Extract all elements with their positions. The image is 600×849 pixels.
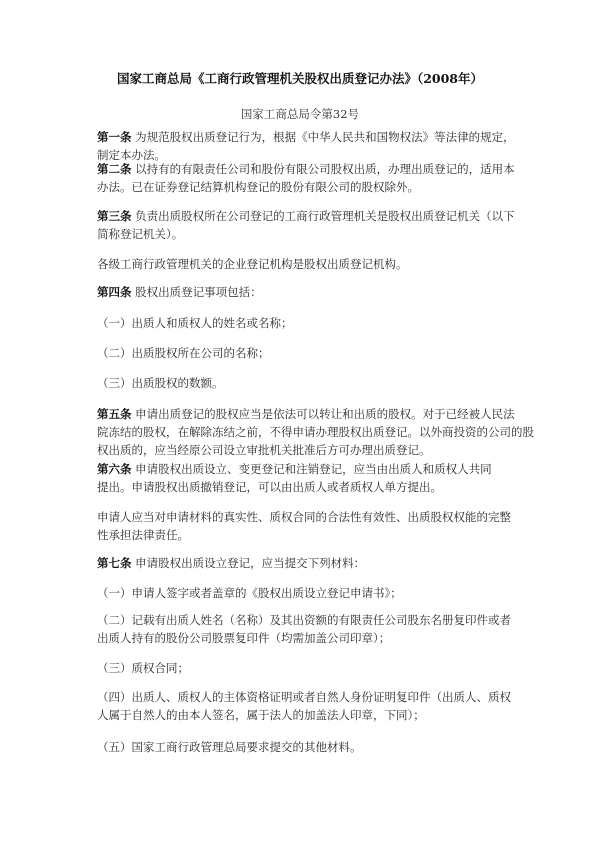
line-text: （四）出质人、质权人的主体资格证明或者自然人身份证明复印件（出质人、质权	[97, 690, 511, 704]
document-title: 国家工商总局《工商行政管理机关股权出质登记办法》（2008年）	[116, 71, 484, 86]
line-text: 出质人持有的股份公司股票复印件（均需加盖公司印章）；	[97, 631, 391, 645]
paragraph-line	[97, 405, 515, 423]
paragraph-p3b	[97, 255, 507, 273]
paragraph-a1	[97, 128, 515, 164]
paragraph-line	[97, 611, 511, 629]
paragraph-line	[97, 255, 507, 273]
paragraph-line	[97, 160, 515, 178]
line-text: 为规范股权出质登记行为，根据《中华人民共和国物权法》等法律的规定，	[131, 130, 515, 144]
line-text: （五）国家工商行政管理总局要求提交的其他材料。	[97, 740, 362, 754]
paragraph-a7i5	[97, 738, 507, 756]
line-text: 以持有的有限责任公司和股份有限公司股权出质，办理出质登记的，适用本	[131, 162, 515, 176]
paragraph-line	[97, 207, 515, 225]
paragraph-line	[97, 441, 507, 459]
paragraph-a3	[97, 207, 515, 243]
line-text: 简称登记机关）。	[97, 227, 184, 241]
article-number: 第二条	[97, 162, 132, 176]
line-text: 各级工商行政管理机关的企业登记机构是股权出质登记机构。	[97, 257, 408, 271]
line-text: 股权出质登记事项包括：	[131, 285, 262, 299]
line-text: （三）出质股权的数额。	[97, 376, 224, 390]
line-text: 权出质的，应当经原公司设立审批机关批准后方可办理出质登记。	[97, 443, 431, 457]
paragraph-a7	[97, 554, 507, 572]
paragraph-a7i1	[97, 584, 507, 602]
paragraph-line	[97, 344, 507, 362]
paragraph-a2	[97, 160, 515, 196]
paragraph-a6	[97, 460, 507, 496]
paragraph-a7i2	[97, 611, 511, 647]
article-number: 第一条	[97, 130, 132, 144]
article-number: 第七条	[97, 556, 132, 570]
article-number: 第四条	[97, 285, 132, 299]
line-text: 办法。已在证券登记结算机构登记的股份有限公司的股权除外。	[97, 180, 419, 194]
line-text: （一）申请人签字或者盖章的《股权出质设立登记申请书》；	[97, 586, 402, 600]
line-text: 负责出质股权所在公司登记的工商行政管理机关是股权出质登记机关（以下	[131, 209, 515, 223]
paragraph-line	[97, 508, 511, 526]
paragraph-line	[97, 584, 507, 602]
paragraph-line	[97, 478, 507, 496]
paragraph-line	[97, 629, 507, 647]
article-number: 第六条	[97, 462, 132, 476]
paragraph-line	[97, 460, 507, 478]
paragraph-line	[97, 225, 507, 243]
paragraph-line	[97, 423, 534, 441]
line-text: 申请人应当对申请材料的真实性、质权合同的合法性有效性、出质股权权能的完整	[97, 510, 511, 524]
paragraph-line	[97, 314, 507, 332]
line-text: 提出。申请股权出质撤销登记，可以由出质人或者质权人单方提出。	[97, 480, 442, 494]
paragraph-a7i3	[97, 659, 507, 677]
article-number: 第三条	[97, 209, 132, 223]
paragraph-p6b	[97, 508, 511, 544]
line-text: （二）记载有出质人姓名（名称）及其出资额的有限责任公司股东名册复印件或者	[97, 613, 511, 627]
paragraph-a4	[97, 283, 507, 301]
line-text: 人属于自然人的由本人签名，属于法人的加盖法人印章，下同）；	[97, 708, 425, 722]
article-number: 第五条	[97, 407, 132, 421]
paragraph-line	[97, 738, 507, 756]
paragraph-a4i3	[97, 374, 507, 392]
paragraph-line	[97, 706, 507, 724]
document-subtitle: 国家工商总局令第32号	[240, 107, 360, 121]
paragraph-line	[97, 526, 507, 544]
paragraph-line	[97, 554, 507, 572]
paragraph-a7i4	[97, 688, 511, 724]
paragraph-line	[97, 128, 515, 146]
paragraph-line	[97, 374, 507, 392]
paragraph-line	[97, 283, 507, 301]
line-text: 制定本办法。	[97, 148, 166, 162]
line-text: 性承担法律责任。	[97, 528, 189, 542]
line-text: （一）出质人和质权人的姓名或名称；	[97, 316, 293, 330]
line-text: （三）质权合同；	[97, 661, 189, 675]
line-text: 申请出质登记的股权应当是依法可以转让和出质的股权。对于已经被人民法	[131, 407, 515, 421]
paragraph-a5	[97, 405, 534, 459]
paragraph-a4i2	[97, 344, 507, 362]
line-text: （二）出质股权所在公司的名称；	[97, 346, 270, 360]
paragraph-line	[97, 688, 511, 706]
paragraph-a4i1	[97, 314, 507, 332]
paragraph-line	[97, 659, 507, 677]
line-text: 申请股权出质设立登记，应当提交下列材料：	[131, 556, 366, 570]
paragraph-line	[97, 178, 507, 196]
line-text: 申请股权出质设立、变更登记和注销登记，应当由出质人和质权人共同	[131, 462, 492, 476]
line-text: 院冻结的股权，在解除冻结之前，不得申请办理股权出质登记。以外商投资的公司的股	[97, 425, 534, 439]
